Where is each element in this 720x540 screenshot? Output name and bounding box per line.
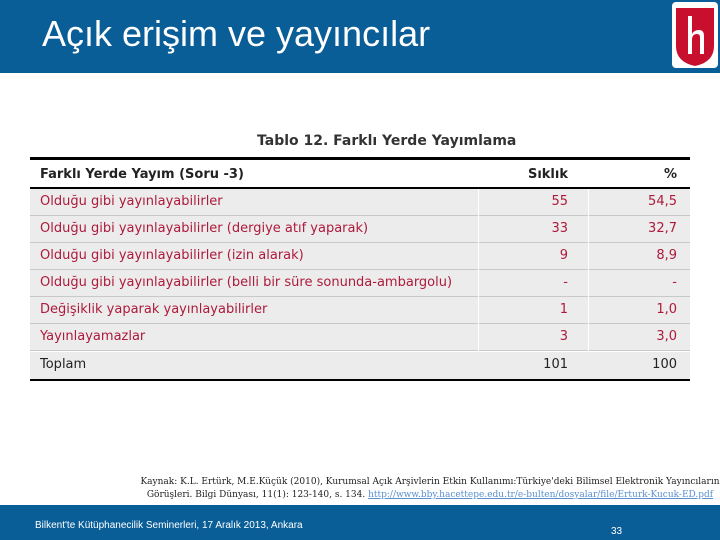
row-label: Olduğu gibi yayınlayabilirler (dergiye atıf yaparak) bbox=[40, 221, 369, 236]
row-label: Olduğu gibi yayınlayabilirler (belli bir süre sonunda-ambargolu) bbox=[40, 275, 453, 290]
total-frequency: 101 bbox=[543, 357, 568, 372]
table-row bbox=[30, 297, 690, 324]
row-percent: 32,7 bbox=[648, 221, 677, 236]
hacettepe-logo-icon bbox=[672, 2, 718, 68]
row-divider bbox=[30, 269, 690, 270]
source-link[interactable]: http://www.bby.hacettepe.edu.tr/e-bulten/dosyalar/file/Erturk-Kucuk-ED.pdf bbox=[368, 490, 714, 500]
row-frequency: 55 bbox=[551, 194, 568, 209]
row-label: Değişiklik yaparak yayınlayabilirler bbox=[40, 302, 268, 317]
row-percent: 3,0 bbox=[656, 329, 677, 344]
row-percent: 8,9 bbox=[656, 248, 677, 263]
source-citation bbox=[140, 476, 720, 502]
table-row bbox=[30, 189, 690, 216]
table-header-row bbox=[30, 162, 690, 189]
row-divider bbox=[30, 350, 690, 351]
table-row bbox=[30, 270, 690, 297]
table-row bbox=[30, 324, 690, 351]
row-frequency: 1 bbox=[559, 302, 568, 317]
page-number: 33 bbox=[611, 526, 623, 537]
total-percent: 100 bbox=[652, 357, 677, 372]
row-label: Yayınlayamazlar bbox=[40, 329, 146, 344]
row-label: Olduğu gibi yayınlayabilirler bbox=[40, 194, 223, 209]
column-divider bbox=[588, 189, 589, 351]
source-text: Kaynak: K.L. Ertürk, M.E.Küçük (2010), Kurumsal Açık Arşivlerin Etkin Kullanımı:Türkiye'deki Bilimsel Elektronik Yayıncıların Görüşleri. Bilgi Dünyası, 11(1): 123-140, s. 134. bbox=[140, 477, 720, 500]
table-caption: Tablo 12. Farklı Yerde Yayımlama bbox=[257, 133, 517, 149]
table-total-row bbox=[30, 352, 690, 379]
row-frequency: - bbox=[563, 275, 568, 290]
row-percent: 1,0 bbox=[656, 302, 677, 317]
footer-text: Bilkent'te Kütüphanecilik Seminerleri, 17 Aralık 2013, Ankara bbox=[35, 520, 303, 531]
header-cell-frequency: Sıklık bbox=[527, 167, 568, 182]
row-percent: - bbox=[672, 275, 677, 290]
table-bottom-rule bbox=[30, 379, 690, 381]
slide-title: Açık erişim ve yayıncılar bbox=[42, 13, 431, 54]
row-divider bbox=[30, 296, 690, 297]
header-cell-percent: % bbox=[663, 167, 677, 182]
row-divider bbox=[30, 242, 690, 243]
row-divider bbox=[30, 215, 690, 216]
table-row bbox=[30, 243, 690, 270]
row-percent: 54,5 bbox=[648, 194, 677, 209]
row-frequency: 9 bbox=[559, 248, 568, 263]
row-frequency: 33 bbox=[551, 221, 568, 236]
total-label: Toplam bbox=[40, 357, 87, 372]
row-divider bbox=[30, 323, 690, 324]
header-cell-item: Farklı Yerde Yayım (Soru -3) bbox=[40, 167, 244, 182]
row-label: Olduğu gibi yayınlayabilirler (izin alarak) bbox=[40, 248, 304, 263]
column-divider bbox=[478, 189, 479, 351]
table-row bbox=[30, 216, 690, 243]
table-top-rule bbox=[30, 157, 690, 160]
row-frequency: 3 bbox=[559, 329, 568, 344]
